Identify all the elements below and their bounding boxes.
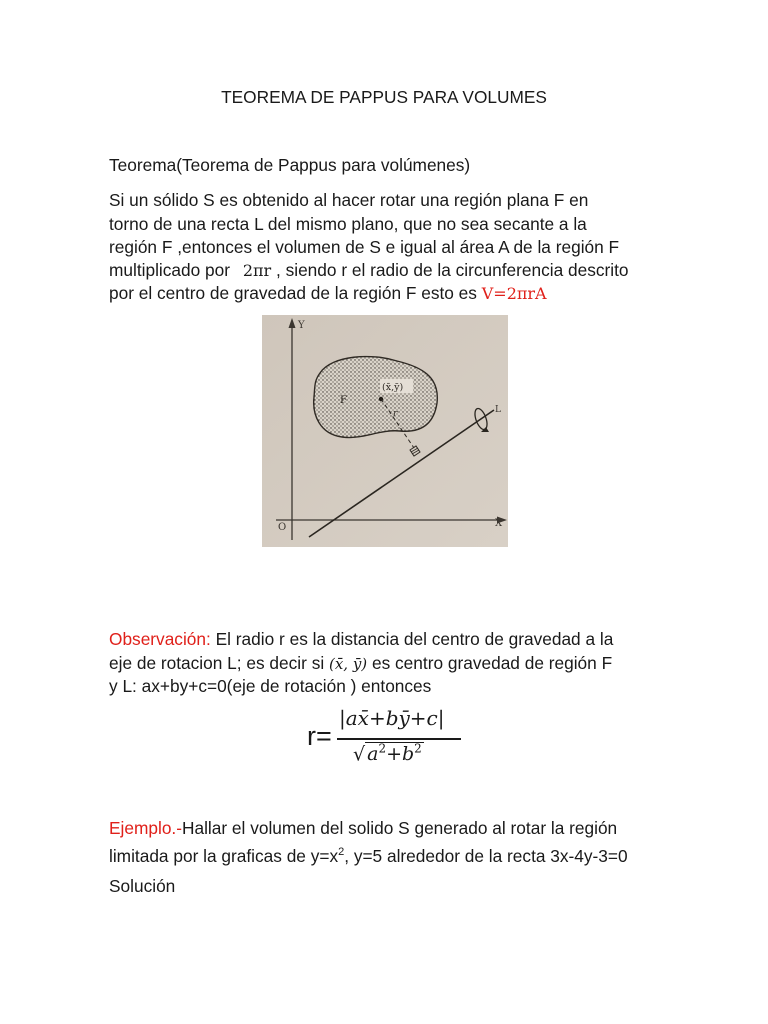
radicand-a: a (367, 743, 379, 766)
theorem-line-5-pre: por el centro de gravedad de la región F esto es (109, 283, 482, 303)
exponent-a: 2 (378, 742, 387, 756)
region-label: F (340, 395, 347, 406)
observation-text-1: El radio r es la distancia del centro de gravedad a la (210, 629, 614, 649)
observation-text-2-post: es centro gravedad de región F (367, 653, 613, 673)
pappus-formula: V=2πrA (481, 284, 547, 303)
x-axis-label: X (495, 518, 503, 529)
observation-line-2 (109, 652, 612, 677)
two-pi-r-math: 2πr (242, 261, 272, 280)
sqrt-icon: √ (353, 743, 366, 766)
radicand-plus: + (386, 743, 402, 766)
example-text-2-post: , y=5 alrededor de la recta 3x-4y-3=0 (344, 845, 628, 866)
centroid-math: (x̄, ȳ) (328, 655, 368, 673)
centroid-label: (x̄,ȳ) (382, 382, 404, 393)
radius-formula (307, 706, 477, 776)
theorem-line-5 (109, 282, 547, 306)
theorem-heading: Teorema(Teorema de Pappus para volúmenes) (109, 155, 471, 175)
observation-label: Observación: (109, 629, 211, 649)
theorem-line-2: torno de una recta L del mismo plano, que no sea secante a la (109, 214, 587, 234)
observation-line-3: y L: ax+by+c=0(eje de rotación ) entonces (109, 676, 432, 696)
example-label: Ejemplo.- (109, 818, 182, 838)
radicand-b: b (402, 743, 415, 766)
theorem-line-4-post: , siendo r el radio de la circunferencia descrito (271, 260, 629, 280)
solution-heading: Solución (109, 876, 176, 896)
origin-label: O (278, 522, 287, 533)
radius-formula-lhs: r= (307, 721, 332, 751)
region-f (314, 357, 438, 438)
example-line-2 (109, 841, 628, 868)
radius-label: r (393, 409, 398, 419)
theorem-line-3: región F ,entonces el volumen de S e igual al área A de la región F (109, 237, 620, 257)
theorem-line-4-pre: multiplicado por (109, 260, 235, 280)
theorem-line-1: Si un sólido S es obtenido al hacer rotar una región plana F en (109, 190, 589, 210)
example-text-2-pre: limitada por la graficas de y=x (109, 845, 339, 866)
radius-formula-denominator (353, 742, 424, 765)
radius-formula-numerator: |ax̄+bȳ+c| (339, 706, 445, 730)
axis-l-label: L (495, 405, 501, 415)
example-text-1: Hallar el volumen del solido S generado al rotar la región (182, 818, 618, 838)
pappus-figure (262, 315, 508, 547)
example-line-1 (109, 817, 617, 841)
exponent-b: 2 (414, 742, 422, 756)
y-axis-label: Y (298, 320, 305, 331)
observation-line-1 (109, 628, 613, 652)
observation-text-2-pre: eje de rotacion L; es decir si (109, 653, 329, 673)
theorem-line-4 (109, 259, 629, 283)
fraction-bar (337, 738, 461, 740)
page-title: TEOREMA DE PAPPUS PARA VOLUMES (221, 87, 547, 107)
example-exponent: 2 (338, 846, 345, 858)
